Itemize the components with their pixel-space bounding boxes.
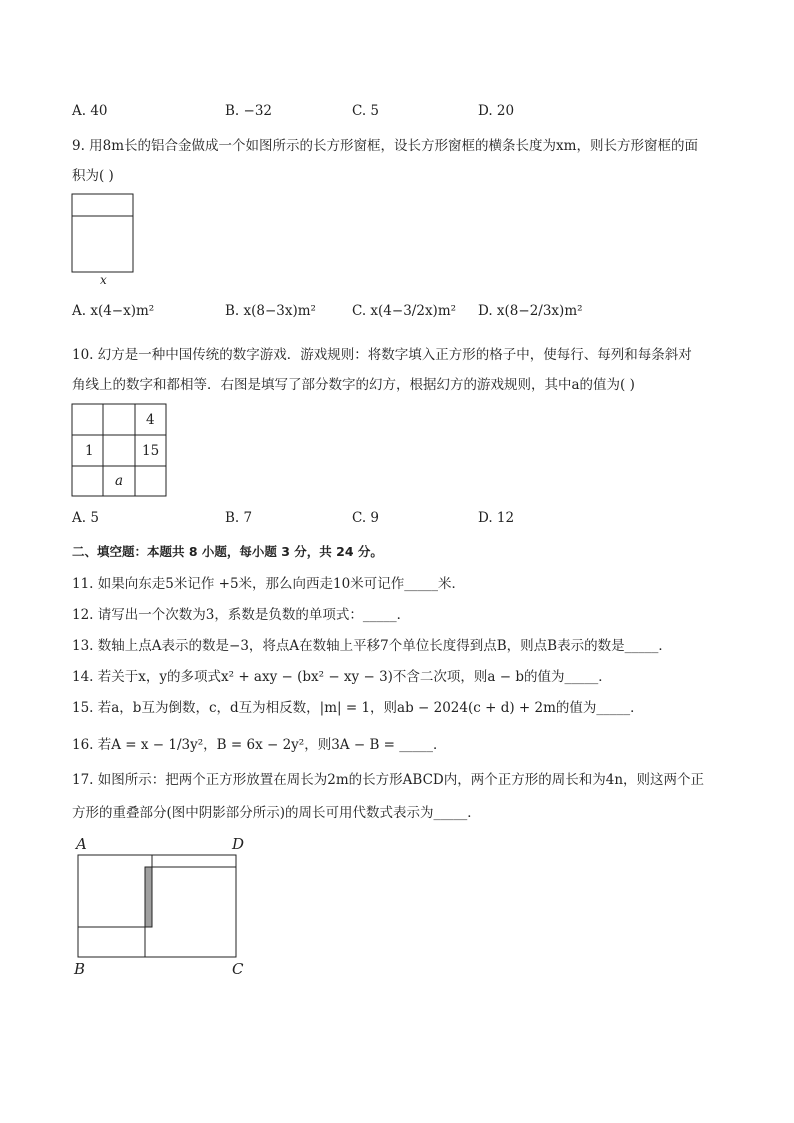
q10-cell-1-0: 1 <box>85 443 94 459</box>
q9-window-frame <box>72 194 133 272</box>
q10-option-a: A. 5 <box>72 510 99 526</box>
q9-text-line2: 积为( ) <box>72 168 114 184</box>
q10-cell-0-2: 4 <box>146 412 155 428</box>
q17-label-c: C <box>232 960 244 978</box>
q8-option-b: B. −32 <box>225 103 272 119</box>
q10-text-line1: 10. 幻方是一种中国传统的数字游戏．游戏规则：将数字填入正方形的格子中，使每行、每列和每条斜对 <box>72 347 692 363</box>
q11-text: 11. 如果向东走5米记作 +5米，那么向西走10米可记作_____米． <box>72 576 465 592</box>
q9-option-c: C. x(4−3/2x)m² <box>352 303 457 319</box>
shaded-overlap <box>145 867 152 927</box>
q9-figure-label-x: x <box>100 273 107 287</box>
section2-heading: 二、填空题：本题共 8 小题，每小题 3 分，共 24 分。 <box>72 544 383 559</box>
square-left <box>78 855 152 927</box>
q9-option-a: A. x(4−x)m² <box>72 303 155 319</box>
q9-text-line1: 9. 用8m长的铝合金做成一个如图所示的长方形窗框，设长方形窗框的横条长度为xm，则长方形窗框的面 <box>72 138 698 154</box>
q10-option-b: B. 7 <box>225 510 253 526</box>
q17-text-line1: 17. 如图所示：把两个正方形放置在周长为2m的长方形ABCD内，两个正方形的周长和为4n，则这两个正 <box>72 772 705 788</box>
q10-text-line2: 角线上的数字和都相等．右图是填写了部分数字的幻方，根据幻方的游戏规则，其中a的值为( ) <box>72 377 635 393</box>
q10-option-d: D. 12 <box>478 510 515 526</box>
q16-text: 16. 若A = x − 1/3y²，B = 6x − 2y²，则3A − B = _____． <box>72 737 447 753</box>
q12-text: 12. 请写出一个次数为3，系数是负数的单项式：_____． <box>72 607 411 623</box>
q13-text: 13. 数轴上点A表示的数是−3，将点A在数轴上平移7个单位长度得到点B，则点B表示的数是_____． <box>72 638 672 654</box>
q10-cell-1-2: 15 <box>142 443 160 459</box>
q17-label-d: D <box>232 835 245 853</box>
q15-text: 15. 若a，b互为倒数，c，d互为相反数，|m| = 1，则ab − 2024(c + d) + 2m的值为_____． <box>72 700 644 716</box>
q9-option-b: B. x(8−3x)m² <box>225 303 316 319</box>
q17-label-a: A <box>76 835 87 853</box>
q17-text-line2: 方形的重叠部分(图中阴影部分所示)的周长可用代数式表示为_____． <box>72 805 481 821</box>
q8-option-a: A. 40 <box>72 103 108 119</box>
q14-text: 14. 若关于x，y的多项式x² + axy − (bx² − xy − 3)不含二次项，则a − b的值为_____． <box>72 669 612 685</box>
q10-cell-2-1: a <box>115 473 124 489</box>
q10-option-c: C. 9 <box>352 510 380 526</box>
q9-option-d: D. x(8−2/3x)m² <box>478 303 583 319</box>
q8-option-d: D. 20 <box>478 103 515 119</box>
square-right <box>145 867 236 957</box>
rectangle-abcd <box>78 855 236 957</box>
q8-option-c: C. 5 <box>352 103 380 119</box>
q17-label-b: B <box>74 960 86 978</box>
q17-figure <box>78 855 236 957</box>
